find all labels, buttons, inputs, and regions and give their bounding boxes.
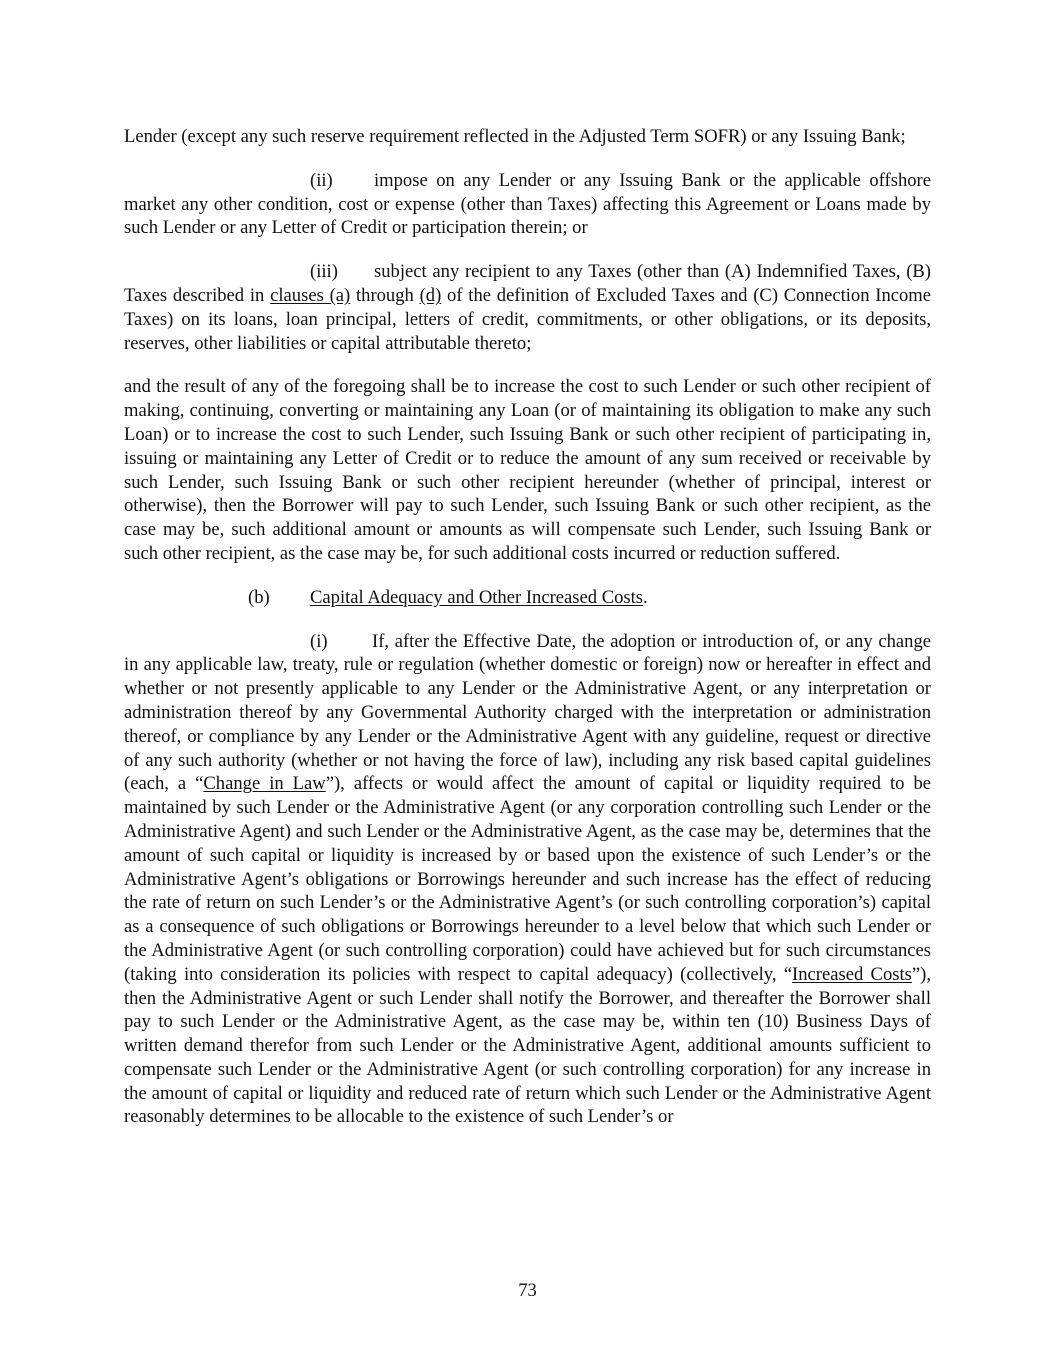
clause-b-i-number: (i) — [310, 630, 328, 652]
clause-iii-number: (iii) — [310, 261, 338, 283]
clause-b-i-text-2: ”), affects or would affect the amount of capital or liquidity required to be maintained by such Lender or the Administrative Agent (or any corporation controlling such Lender or the Administrative Agent) and such Lender or the Administrative Agent, as the case may be, determines that the amount of such capital or liquidity is increased by or based upon the existence of such Lender’s or the Administrative Agent’s obligations or Borrowings hereunder and such increase has the effect of reducing the rate of return on such Lender’s or the Administrative Agent’s (or such controlling corporation’s) capital as a consequence of such obligations or Borrowings hereunder to a level below that which such Lender or the Administrative Agent (or such controlling corporation) could have achieved but for such circumstances (taking into consideration its policies with respect to capital adequacy) (collectively, “ — [124, 773, 931, 985]
clause-ii-text: impose on any Lender or any Issuing Bank or the applicable offshore market any other condition, cost or expense (other than Taxes) affecting this Agreement or Loans made by such Lender or any Letter of Credit or participation therein; or — [124, 169, 931, 239]
change-in-law-term: Change in Law — [203, 773, 326, 795]
document-page — [124, 125, 931, 1149]
clause-iii-text-2: through — [350, 284, 420, 306]
clause-b-i-text-1: If, after the Effective Date, the adoption or introduction of, or any change in any applicable law, treaty, rule or regulation (whether domestic or foreign) now or hereafter in effect and whether or not presently applicable to any Lender or the Administrative Agent, or any interpretation or administration thereof by any Governmental Authority charged with the interpretation or administration thereof, or compliance by any Lender or the Administrative Agent with any guideline, request or directive of any such authority (whether or not having the force of law), including any risk based capital guidelines (each, a “ — [124, 630, 931, 795]
clause-iii-text-1: subject any recipient to any Taxes (other than (A) Indemnified Taxes, (B) Taxes described in — [124, 261, 931, 306]
clause-b-i-text-3: ”), then the Administrative Agent or such Lender shall notify the Borrower, and thereafter the Borrower shall pay to such Lender or the Administrative Agent, as the case may be, within ten (10) Business Days of written demand therefor from such Lender or the Administrative Agent, additional amounts sufficient to compensate such Lender or the Administrative Agent (or such controlling corporation) for any increase in the amount of capital or liquidity and reduced rate of return which such Lender or the Administrative Agent reasonably determines to be allocable to the existence of such Lender’s or — [124, 963, 931, 1128]
section-b-title: Capital Adequacy and Other Increased Costs — [310, 586, 644, 608]
section-b-heading — [124, 586, 931, 610]
section-b-number: (b) — [248, 586, 270, 608]
paragraph-continuation: Lender (except any such reserve requirement reflected in the Adjusted Term SOFR) or any Issuing Bank; — [124, 126, 906, 147]
clause-iii — [124, 260, 931, 355]
page-number: 73 — [518, 1280, 537, 1301]
clause-iii-text-3: of the definition of Excluded Taxes and (C) Connection Income Taxes) on its loans, loan principal, letters of credit, commitments, or other obligations, or its deposits, reserves, other liabilities or capital attributable thereto; — [124, 284, 932, 354]
clause-b-i — [124, 630, 931, 1130]
paragraph-result: and the result of any of the foregoing shall be to increase the cost to such Lender or such other recipient of making, continuing, converting or maintaining any Loan (or of maintaining its obligation to make any such Loan) or to increase the cost to such Lender, such Issuing Bank or such other recipient of participating in, issuing or maintaining any Letter of Credit or to reduce the amount of any sum received or receivable by such Lender, such Issuing Bank or such other recipient hereunder (whether of principal, interest or otherwise), then the Borrower will pay to such Lender, such Issuing Bank or such other recipient, as the case may be, such additional amount or amounts as will compensate such Lender, such Issuing Bank or such other recipient, as the case may be, for such additional costs incurred or reduction suffered. — [124, 376, 931, 564]
clause-ii — [124, 169, 931, 240]
clause-ii-number: (ii) — [310, 169, 333, 191]
increased-costs-term: Increased Costs — [792, 963, 912, 985]
section-b-period: . — [643, 586, 648, 608]
clauses-a-reference: clauses (a) — [270, 284, 351, 306]
clause-d-reference: (d) — [419, 284, 442, 306]
